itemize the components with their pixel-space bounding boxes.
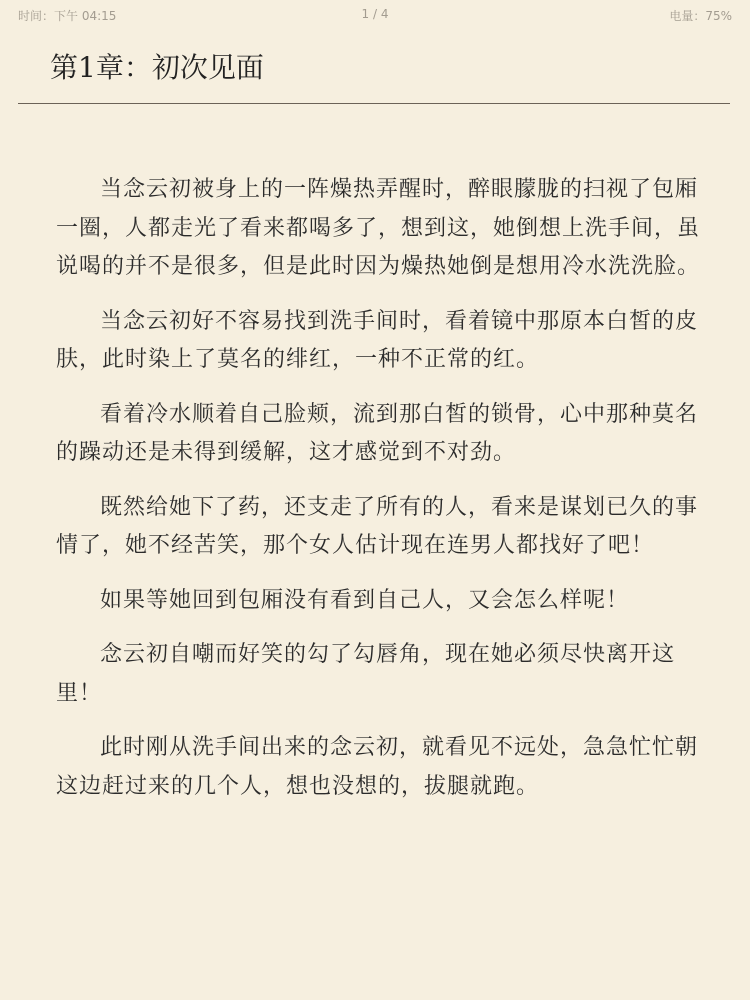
- paragraph-3: 看着冷水顺着自己脸颊，流到那白皙的锁骨，心中那种莫名的躁动还是未得到缓解，这才感觉到不对劲。: [56, 401, 699, 465]
- battery-level: 电量：75%: [669, 9, 732, 23]
- status-time: 时间：下午 04:15: [18, 9, 117, 23]
- status-bar: [0, 0, 750, 28]
- paragraph-6: 念云初自嘲而好笑的勾了勾唇角，现在她必须尽快离开这里！: [56, 642, 676, 706]
- chapter-title: 第1章：初次见面: [50, 51, 264, 84]
- paragraph-2: 当念云初好不容易找到洗手间时，看着镜中那原本白皙的皮肤，此时染上了莫名的绯红，一种不正常的红。: [56, 308, 699, 372]
- page-indicator: 1 / 4: [361, 7, 389, 21]
- paragraph-1: 当念云初被身上的一阵燥热弄醒时，醉眼朦胧的扫视了包厢一圈，人都走光了看来都喝多了，想到这，她倒想上洗手间，虽说喝的并不是很多，但是此时因为燥热她倒是想用冷水洗洗脸。: [56, 177, 701, 279]
- paragraph-5: 如果等她回到包厢没有看到自己人，又会怎么样呢！: [100, 587, 630, 613]
- chapter-body[interactable]: [56, 171, 706, 822]
- paragraph-7: 此时刚从洗手间出来的念云初，就看见不远处，急急忙忙朝这边赶过来的几个人，想也没想的，拔腿就跑。: [56, 735, 699, 799]
- paragraph-4: 既然给她下了药，还支走了所有的人，看来是谋划已久的事情了，她不经苦笑，那个女人估计现在连男人都找好了吧！: [56, 494, 699, 558]
- title-divider: [18, 103, 730, 104]
